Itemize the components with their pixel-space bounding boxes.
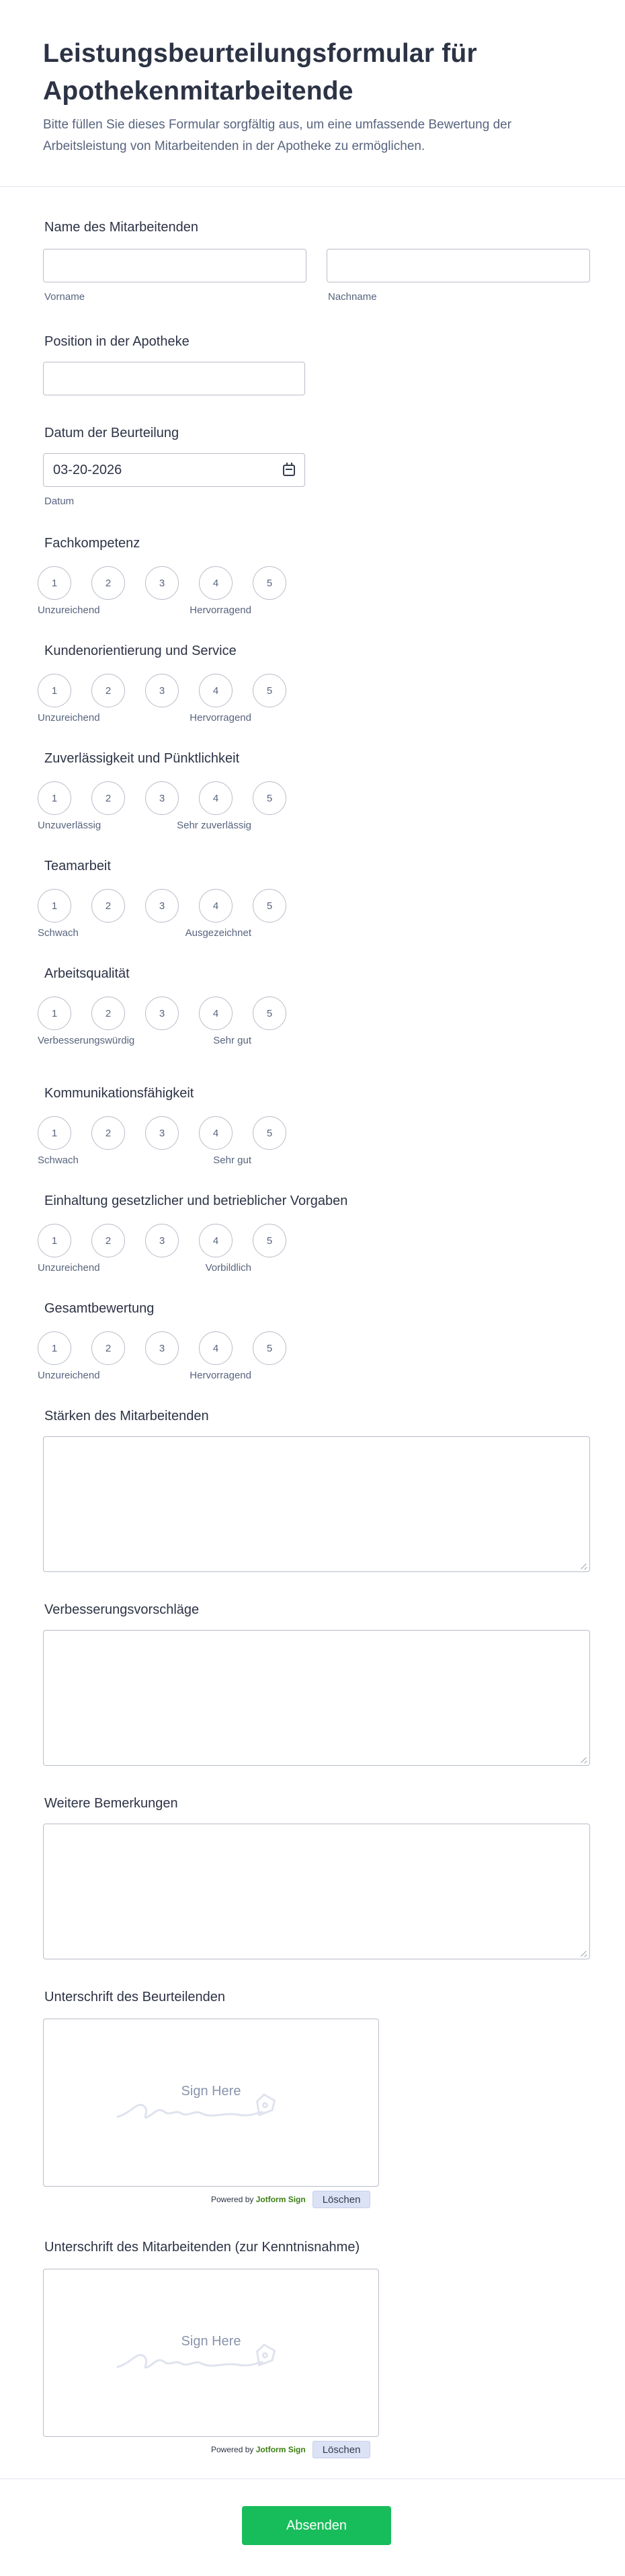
rating-high-label: Sehr gut <box>213 1035 251 1046</box>
rating-label: Einhaltung gesetzlicher und betrieblicher Vorgaben <box>44 1194 348 1208</box>
improvements-textarea[interactable] <box>43 1630 590 1766</box>
rating-scale-ends <box>38 819 293 846</box>
rating-option-3[interactable]: 3 <box>145 781 179 815</box>
rating-option-4[interactable]: 4 <box>199 674 233 707</box>
rating-option-4[interactable]: 4 <box>199 566 233 600</box>
rating-option-2[interactable]: 2 <box>91 1116 125 1150</box>
rating-high-label: Ausgezeichnet <box>185 927 251 939</box>
date-input[interactable] <box>43 453 305 487</box>
rating-option-2[interactable]: 2 <box>91 889 125 923</box>
rating-option-3[interactable]: 3 <box>145 1116 179 1150</box>
rating-scale <box>38 674 293 738</box>
signature-reviewer-label: Unterschrift des Beurteilenden <box>44 1990 226 2004</box>
signature-placeholder-icon <box>111 2337 312 2377</box>
rating-scale-ends <box>38 604 293 631</box>
last-name-input[interactable] <box>327 249 590 282</box>
rating-low-label: Schwach <box>38 927 79 939</box>
rating-scale <box>38 889 293 953</box>
submit-button[interactable]: Absenden <box>242 2506 391 2545</box>
position-label: Position in der Apotheke <box>44 334 190 349</box>
powered-by-label: Powered by <box>211 2445 254 2454</box>
rating-label: Kundenorientierung und Service <box>44 643 237 658</box>
remarks-label: Weitere Bemerkungen <box>44 1796 178 1811</box>
resize-handle-icon[interactable] <box>581 1563 587 1569</box>
rating-option-5[interactable]: 5 <box>253 1331 286 1365</box>
rating-scale-ends <box>38 1034 293 1061</box>
strengths-textarea[interactable] <box>43 1436 590 1572</box>
sign-here-text: Sign Here <box>181 2084 241 2099</box>
date-label: Datum der Beurteilung <box>44 426 179 440</box>
signature-employee-label: Unterschrift des Mitarbeitenden (zur Kenntnisnahme) <box>44 2240 360 2255</box>
rating-low-label: Schwach <box>38 1155 79 1166</box>
signature-employee-footer <box>211 2441 370 2458</box>
rating-option-5[interactable]: 5 <box>253 566 286 600</box>
rating-high-label: Hervorragend <box>190 604 251 616</box>
rating-option-1[interactable]: 1 <box>38 1331 71 1365</box>
rating-scale <box>38 566 293 631</box>
rating-option-1[interactable]: 1 <box>38 1224 71 1257</box>
rating-option-4[interactable]: 4 <box>199 1331 233 1365</box>
form-header <box>0 0 625 187</box>
rating-low-label: Verbesserungswürdig <box>38 1035 135 1046</box>
rating-scale <box>38 997 293 1061</box>
form-title: Leistungsbeurteilungsformular für Apothekenmitarbeitende <box>43 39 477 106</box>
rating-label: Gesamtbewertung <box>44 1301 155 1316</box>
first-name-input[interactable] <box>43 249 306 282</box>
rating-options <box>38 997 293 1030</box>
signature-placeholder-icon <box>111 2086 312 2127</box>
rating-option-3[interactable]: 3 <box>145 566 179 600</box>
rating-option-2[interactable]: 2 <box>91 781 125 815</box>
rating-low-label: Unzureichend <box>38 1262 100 1274</box>
rating-scale-ends <box>38 711 293 738</box>
calendar-icon[interactable] <box>283 465 295 476</box>
rating-label: Teamarbeit <box>44 859 111 873</box>
rating-option-4[interactable]: 4 <box>199 889 233 923</box>
rating-label: Zuverlässigkeit und Pünktlichkeit <box>44 751 240 766</box>
rating-label: Arbeitsqualität <box>44 966 130 981</box>
rating-scale <box>38 781 293 846</box>
clear-signature-button[interactable]: Löschen <box>312 2191 371 2208</box>
rating-low-label: Unzureichend <box>38 1370 100 1381</box>
powered-by-text <box>211 2195 306 2204</box>
clear-signature-button[interactable]: Löschen <box>312 2441 371 2458</box>
rating-options <box>38 566 293 600</box>
strengths-label: Stärken des Mitarbeitenden <box>44 1409 209 1423</box>
rating-options <box>38 1331 293 1365</box>
rating-option-2[interactable]: 2 <box>91 566 125 600</box>
signature-reviewer-pad[interactable] <box>43 2019 379 2187</box>
resize-handle-icon[interactable] <box>581 1756 587 1763</box>
rating-option-3[interactable]: 3 <box>145 674 179 707</box>
rating-option-3[interactable]: 3 <box>145 1331 179 1365</box>
rating-scale-ends <box>38 1369 293 1396</box>
rating-option-2[interactable]: 2 <box>91 997 125 1030</box>
rating-option-1[interactable]: 1 <box>38 566 71 600</box>
rating-option-5[interactable]: 5 <box>253 1116 286 1150</box>
signature-employee-pad[interactable] <box>43 2269 379 2437</box>
rating-options <box>38 1224 293 1257</box>
rating-options <box>38 781 293 815</box>
rating-scale-ends <box>38 1154 293 1181</box>
rating-option-2[interactable]: 2 <box>91 674 125 707</box>
rating-options <box>38 1116 293 1150</box>
rating-scale-ends <box>38 1261 293 1288</box>
rating-high-label: Hervorragend <box>190 712 251 724</box>
rating-option-4[interactable]: 4 <box>199 997 233 1030</box>
rating-option-2[interactable]: 2 <box>91 1331 125 1365</box>
rating-option-1[interactable]: 1 <box>38 781 71 815</box>
rating-label: Kommunikationsfähigkeit <box>44 1086 194 1101</box>
rating-option-5[interactable]: 5 <box>253 674 286 707</box>
rating-option-3[interactable]: 3 <box>145 997 179 1030</box>
rating-option-2[interactable]: 2 <box>91 1224 125 1257</box>
powered-by-label: Powered by <box>211 2195 254 2204</box>
resize-handle-icon[interactable] <box>581 1950 587 1957</box>
rating-option-1[interactable]: 1 <box>38 1116 71 1150</box>
date-sublabel: Datum <box>44 496 75 507</box>
rating-low-label: Unzuverlässig <box>38 820 101 831</box>
rating-option-1[interactable]: 1 <box>38 674 71 707</box>
rating-option-5[interactable]: 5 <box>253 889 286 923</box>
rating-label: Fachkompetenz <box>44 536 140 551</box>
rating-option-4[interactable]: 4 <box>199 781 233 815</box>
rating-high-label: Hervorragend <box>190 1370 251 1381</box>
rating-high-label: Vorbildlich <box>205 1262 251 1274</box>
rating-option-4[interactable]: 4 <box>199 1116 233 1150</box>
rating-option-3[interactable]: 3 <box>145 1224 179 1257</box>
date-value: 03-20-2026 <box>53 462 122 477</box>
jotform-sign-brand[interactable]: Jotform Sign <box>255 2445 306 2454</box>
rating-high-label: Sehr gut <box>213 1155 251 1166</box>
position-input[interactable] <box>43 362 305 395</box>
rating-options <box>38 674 293 707</box>
last-name-sublabel: Nachname <box>328 291 377 303</box>
first-name-sublabel: Vorname <box>44 291 85 303</box>
rating-high-label: Sehr zuverlässig <box>177 820 251 831</box>
rating-option-5[interactable]: 5 <box>253 1224 286 1257</box>
rating-low-label: Unzureichend <box>38 604 100 616</box>
form-description: Bitte füllen Sie dieses Formular sorgfältig aus, um eine umfassende Bewertung der Arbeitsleistung von Mitarbeitenden in der Apotheke zu ermöglichen. <box>43 118 512 153</box>
signature-reviewer-footer <box>211 2191 370 2208</box>
rating-option-3[interactable]: 3 <box>145 889 179 923</box>
rating-scale <box>38 1224 293 1288</box>
rating-scale <box>38 1116 293 1181</box>
improvements-label: Verbesserungsvorschläge <box>44 1602 200 1617</box>
rating-low-label: Unzureichend <box>38 712 100 724</box>
rating-scale <box>38 1331 293 1396</box>
sign-here-text: Sign Here <box>181 2334 241 2349</box>
jotform-sign-brand[interactable]: Jotform Sign <box>255 2195 306 2204</box>
rating-option-1[interactable]: 1 <box>38 889 71 923</box>
name-label: Name des Mitarbeitenden <box>44 220 199 235</box>
powered-by-text <box>211 2445 306 2454</box>
rating-options <box>38 889 293 923</box>
remarks-textarea[interactable] <box>43 1824 590 1959</box>
rating-option-4[interactable]: 4 <box>199 1224 233 1257</box>
rating-option-5[interactable]: 5 <box>253 997 286 1030</box>
rating-option-5[interactable]: 5 <box>253 781 286 815</box>
rating-scale-ends <box>38 927 293 953</box>
rating-option-1[interactable]: 1 <box>38 997 71 1030</box>
